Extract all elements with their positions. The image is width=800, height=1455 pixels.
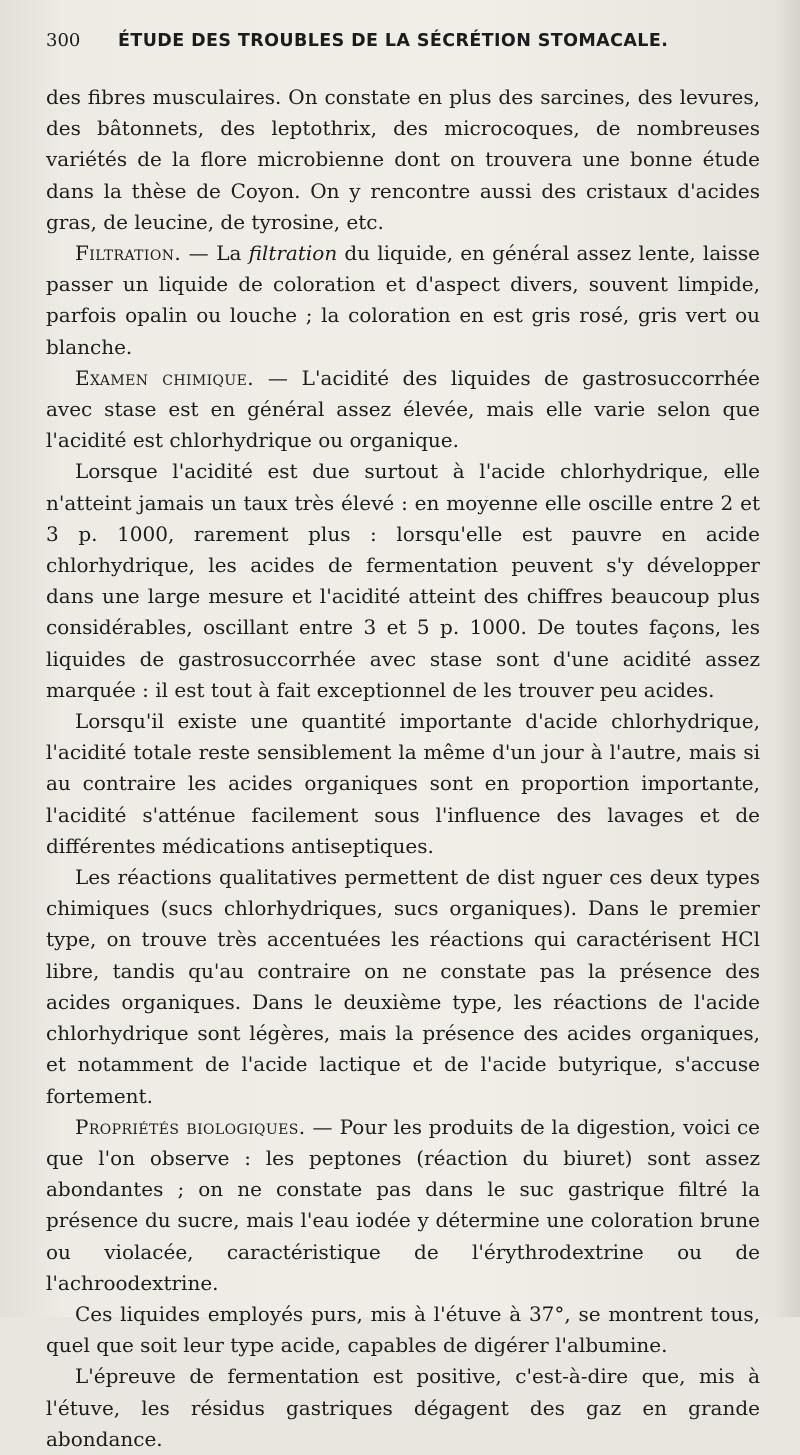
- body-text: [46, 82, 760, 1455]
- emphasis-filtration: filtration: [248, 241, 338, 266]
- paragraph-reactions-qualitatives: [46, 862, 760, 1112]
- section-heading-examen-chimique: Examen chimique. —: [75, 365, 289, 390]
- paragraph-text: L'épreuve de fermentation est positive, c'est-à-dire que, mis à l'étuve, les résidus gastriques dégagent des gaz en grande abondance.: [46, 1364, 760, 1451]
- paragraph-text: Lorsqu'il existe une quantité importante d'acide chlorhydrique, l'acidité totale reste sensiblement la même d'un jour à l'autre, mais si au contraire les acides organiques sont en proportion importante, l'acidité s'atténue facilement sous l'influence des lavages et de différentes médications antiseptiques.: [46, 709, 760, 858]
- paragraph-text: du liquide, en général assez lente, laisse passer un liquide de coloration et d'aspect divers, souvent limpide, parfois opalin ou louche ; la coloration en est gris rosé, gris vert ou blanche.: [46, 241, 760, 359]
- page-header: [46, 30, 760, 70]
- paragraph-fermentation: [46, 1361, 760, 1455]
- paragraph-text: Ces liquides employés purs, mis à l'étuve à 37°, se montrent tous, quel que soit leur type acide, capables de digérer l'albumine.: [46, 1301, 760, 1358]
- paragraph-etuve: [46, 1299, 760, 1361]
- paragraph-acidite-totale: [46, 706, 760, 862]
- paragraph-microflora: [46, 82, 760, 238]
- paragraph-text: Pour les produits de la digestion, voici ce que l'on observe : les peptones (réaction du biuret) sont assez abondantes ; on ne constate pas dans le suc gastrique filtré la présence du sucre, mais l'eau iodée y détermine une coloration brune ou violacée, caractéristique de l'érythrodextrine ou de l'achroodextrine.: [46, 1114, 761, 1295]
- page-edge-shadow: [774, 0, 800, 1317]
- running-head: ÉTUDE DES TROUBLES DE LA SÉCRÉTION STOMACALE.: [118, 31, 669, 51]
- page-number: 300: [46, 30, 81, 51]
- section-heading-proprietes-biologiques: Propriétés biologiques. —: [75, 1114, 333, 1139]
- paragraph-examen-chimique: [46, 363, 760, 457]
- paragraph-text: des fibres musculaires. On constate en plus des sarcines, des levures, des bâtonnets, des leptothrix, des microcoques, de nombreuses variétés de la flore microbienne dont on trouvera une bonne étude dans la thèse de Coyon. On y rencontre aussi des cristaux d'acides gras, de leucine, de tyrosine, etc.: [46, 85, 760, 234]
- paragraph-filtration: [46, 238, 760, 363]
- paragraph-text: L'acidité des liquides de gastrosuccorrhée avec stase est en général assez élevée, mais elle varie selon que l'acidité est chlorhydrique ou organique.: [46, 365, 760, 453]
- paragraph-text: Les réactions qualitatives permettent de dist nguer ces deux types chimiques (sucs chlorhydriques, sucs organiques). Dans le premier type, on trouve très accentuées les réactions qui caractérisent HCl libre, tandis qu'au contraire on ne constate pas la présence des acides organiques. Dans le deuxième type, les réactions de l'acide chlorhydrique sont légères, mais la présence des acides organiques, et notamment de l'acide lactique et de l'acide butyrique, s'accuse fortement.: [46, 865, 760, 1108]
- paragraph-proprietes-biologiques: [46, 1112, 760, 1299]
- paragraph-text-lead: La: [209, 241, 249, 266]
- paragraph-text: Lorsque l'acidité est due surtout à l'acide chlorhydrique, elle n'atteint jamais un taux très élevé : en moyenne elle oscille entre 2 et 3 p. 1000, rarement plus : lorsqu'elle est pauvre en acide chlorhydrique, les acides de fermentation peuvent s'y développer dans une large mesure et l'acidité atteint des chiffres beaucoup plus considérables, oscillant entre 3 et 5 p. 1000. De toutes façons, les liquides de gastrosuccorrhée avec stase sont d'une acidité assez marquée : il est tout à fait exceptionnel de les trouver peu acides.: [46, 459, 760, 702]
- section-heading-filtration: Filtration. —: [75, 241, 210, 266]
- paragraph-acidite-chlorhydrique: [46, 456, 760, 706]
